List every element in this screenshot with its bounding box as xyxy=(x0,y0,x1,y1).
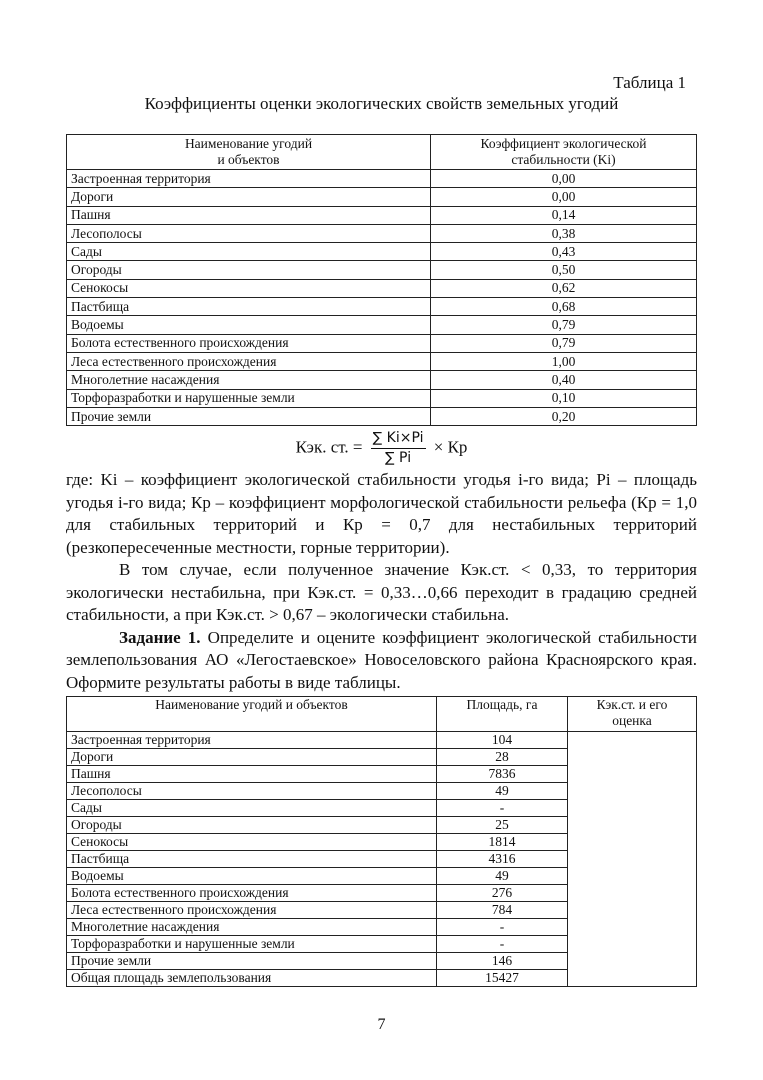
table-row xyxy=(67,389,697,407)
area-cell: 15427 xyxy=(437,970,568,987)
land-type-cell: Многолетние насаждения xyxy=(67,371,431,389)
task-label: Задание 1. xyxy=(119,627,201,647)
land-type-cell: Застроенная территория xyxy=(67,170,431,188)
column-header-coefficient: Коэффициент экологической стабильности (Ki) xyxy=(431,135,697,170)
land-type-cell: Огороды xyxy=(67,817,437,834)
stability-criteria-paragraph: В том случае, если полученное значение Кэк.ст. < 0,33, то территория экологически нестабильна, при Кэк.ст. = 0,33…0,66 переходит в градацию средней стабильности, а при Кэк.ст. > 0,67 – экологически стабильна. xyxy=(66,560,697,625)
land-type-cell: Пашня xyxy=(67,766,437,783)
table-row xyxy=(67,206,697,224)
land-type-cell: Торфоразработки и нарушенные земли xyxy=(67,936,437,953)
area-cell: 784 xyxy=(437,902,568,919)
column-header-land-type: Наименование угодий и объектов xyxy=(67,135,431,170)
table-label: Таблица 1 xyxy=(613,73,686,92)
land-type-cell: Леса естественного происхождения xyxy=(67,352,431,370)
formula-denominator: ∑ Pi xyxy=(385,450,412,467)
table-row xyxy=(67,298,697,316)
land-type-cell: Болота естественного происхождения xyxy=(67,334,431,352)
land-type-cell: Многолетние насаждения xyxy=(67,919,437,936)
area-cell: 276 xyxy=(437,885,568,902)
land-type-cell: Леса естественного происхождения xyxy=(67,902,437,919)
document-page xyxy=(66,72,697,1035)
area-cell: - xyxy=(437,936,568,953)
coefficient-cell: 0,79 xyxy=(431,316,697,334)
land-type-cell: Дороги xyxy=(67,188,431,206)
ecological-coefficients-table xyxy=(66,134,697,426)
table-row xyxy=(67,407,697,425)
land-type-cell: Лесополосы xyxy=(67,224,431,242)
task-paragraph xyxy=(66,627,697,695)
coefficient-cell: 0,00 xyxy=(431,170,697,188)
land-type-cell: Лесополосы xyxy=(67,783,437,800)
land-type-cell: Водоемы xyxy=(67,316,431,334)
land-type-cell: Болота естественного происхождения xyxy=(67,885,437,902)
area-cell: 4316 xyxy=(437,851,568,868)
table-row xyxy=(67,188,697,206)
land-type-cell: Торфоразработки и нарушенные земли xyxy=(67,389,431,407)
formula-fraction xyxy=(371,430,426,467)
table-row xyxy=(67,334,697,352)
task-land-area-table xyxy=(66,696,697,987)
land-type-cell: Общая площадь землепользования xyxy=(67,970,437,987)
coefficient-cell: 0,10 xyxy=(431,389,697,407)
area-cell: 104 xyxy=(437,732,568,749)
land-type-cell: Прочие земли xyxy=(67,407,431,425)
table-row xyxy=(67,371,697,389)
area-cell: - xyxy=(437,919,568,936)
table-row xyxy=(67,243,697,261)
assessment-cell xyxy=(568,732,697,987)
task-text: Определите и оцените коэффициент экологической стабильности землепользования АО «Легостаевское» Новоселовского района Красноярского края. Оформите результаты работы в виде таблицы. xyxy=(66,627,697,692)
column-header-area: Площадь, га xyxy=(437,697,568,732)
table-row xyxy=(67,732,697,749)
page-number: 7 xyxy=(377,1016,386,1034)
coefficient-cell: 0,20 xyxy=(431,407,697,425)
area-cell: 49 xyxy=(437,783,568,800)
land-type-cell: Пастбища xyxy=(67,298,431,316)
land-type-cell: Дороги xyxy=(67,749,437,766)
coefficient-cell: 0,40 xyxy=(431,371,697,389)
land-type-cell: Пастбища xyxy=(67,851,437,868)
coefficient-cell: 0,62 xyxy=(431,279,697,297)
land-type-cell: Сады xyxy=(67,800,437,817)
land-type-cell: Прочие земли xyxy=(67,953,437,970)
coefficient-cell: 0,38 xyxy=(431,224,697,242)
coefficient-cell: 0,14 xyxy=(431,206,697,224)
table-row xyxy=(67,279,697,297)
table-title: Коэффициенты оценки экологических свойств земельных угодий xyxy=(144,94,619,113)
table-row xyxy=(67,170,697,188)
coefficient-cell: 1,00 xyxy=(431,352,697,370)
land-type-cell: Огороды xyxy=(67,261,431,279)
area-cell: 25 xyxy=(437,817,568,834)
table-row xyxy=(67,224,697,242)
area-cell: 1814 xyxy=(437,834,568,851)
area-cell: 49 xyxy=(437,868,568,885)
land-type-cell: Сады xyxy=(67,243,431,261)
column-header-land-type: Наименование угодий и объектов xyxy=(67,697,437,732)
land-type-cell: Сенокосы xyxy=(67,279,431,297)
table-row xyxy=(67,352,697,370)
land-type-cell: Застроенная территория xyxy=(67,732,437,749)
area-cell: 7836 xyxy=(437,766,568,783)
formula xyxy=(66,430,697,467)
coefficient-cell: 0,79 xyxy=(431,334,697,352)
table-row xyxy=(67,316,697,334)
table-row xyxy=(67,261,697,279)
column-header-assessment: Кэк.ст. и его оценка xyxy=(568,697,697,732)
coefficient-cell: 0,00 xyxy=(431,188,697,206)
land-type-cell: Пашня xyxy=(67,206,431,224)
area-cell: 28 xyxy=(437,749,568,766)
area-cell: - xyxy=(437,800,568,817)
area-cell: 146 xyxy=(437,953,568,970)
formula-numerator: ∑ Ki×Pi xyxy=(371,430,426,449)
coefficient-cell: 0,68 xyxy=(431,298,697,316)
land-type-cell: Водоемы xyxy=(67,868,437,885)
coefficient-cell: 0,43 xyxy=(431,243,697,261)
coefficient-cell: 0,50 xyxy=(431,261,697,279)
formula-rhs: × Кр xyxy=(433,437,468,457)
formula-lhs: Кэк. ст. = xyxy=(295,437,363,457)
land-type-cell: Сенокосы xyxy=(67,834,437,851)
formula-explanation: где: Ki – коэффициент экологической стабильности угодья i-го вида; Pi – площадь угодья i-го вида; Кр – коэффициент морфологической стабильности рельефа (Кр = 1,0 для стабильных территорий и Кр = 0,7 для нестабильных территорий (резкопересеченные местности, горные территории). xyxy=(66,470,697,557)
